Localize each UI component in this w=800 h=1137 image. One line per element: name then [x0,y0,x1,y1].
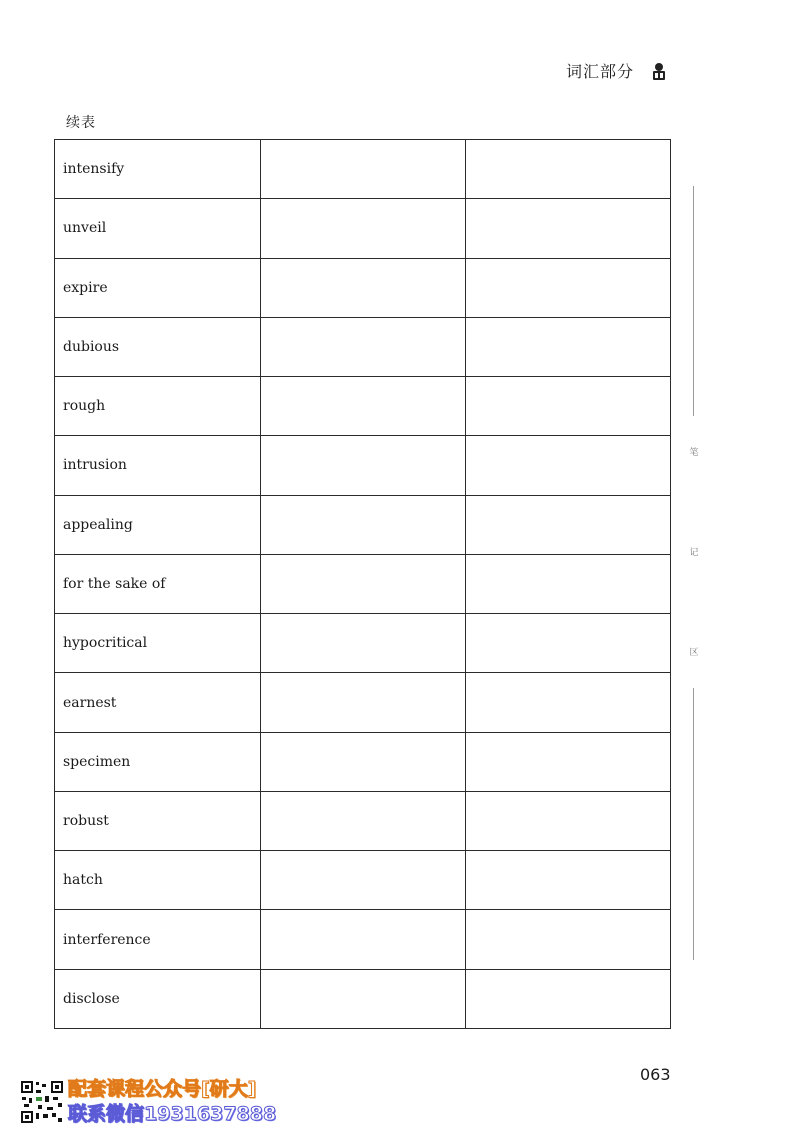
vocab-word-cell: dubious [55,317,261,376]
table-row [55,614,671,673]
vocab-word-cell: unveil [55,199,261,258]
answer-cell [466,910,671,969]
vocab-word-cell: hatch [55,851,261,910]
table-row [55,673,671,732]
table-row [55,495,671,554]
watermark-line-2: 联系微信1931637888 [68,1103,277,1125]
answer-cell [261,614,466,673]
answer-cell [466,673,671,732]
answer-cell [261,554,466,613]
margin-divider-bottom [693,688,694,960]
answer-cell [466,791,671,850]
table-row [55,317,671,376]
watermark [20,1078,320,1128]
margin-note-char: 记 [689,548,699,558]
answer-cell [466,317,671,376]
margin-divider-top [693,186,694,416]
vocabulary-table [54,139,671,1029]
vocabulary-table-body [55,140,671,1029]
answer-cell [261,969,466,1028]
answer-cell [261,436,466,495]
answer-cell [261,791,466,850]
answer-cell [261,673,466,732]
answer-cell [466,140,671,199]
answer-cell [466,377,671,436]
table-row [55,791,671,850]
table-row [55,377,671,436]
vocab-word-cell: intrusion [55,436,261,495]
vocab-word-cell: specimen [55,732,261,791]
section-title: 词汇部分 [566,62,635,81]
answer-cell [261,495,466,554]
margin-note-char: 区 [689,648,699,658]
continued-label: 续表 [66,115,96,131]
answer-cell [466,258,671,317]
table-row [55,140,671,199]
answer-cell [466,436,671,495]
page-number: 063 [640,1065,671,1084]
answer-cell [466,495,671,554]
vocab-word-cell: intensify [55,140,261,199]
answer-cell [261,258,466,317]
book-reader-icon [650,62,668,82]
table-row [55,732,671,791]
watermark-line-1: 配套课程公众号[研大] [68,1078,257,1100]
qr-code-icon [20,1080,64,1124]
table-row [55,258,671,317]
vocab-word-cell: hypocritical [55,614,261,673]
answer-cell [261,317,466,376]
vocab-word-cell: robust [55,791,261,850]
answer-cell [261,910,466,969]
vocab-word-cell: appealing [55,495,261,554]
table-row [55,199,671,258]
table-row [55,554,671,613]
answer-cell [466,554,671,613]
answer-cell [466,969,671,1028]
vocab-word-cell: expire [55,258,261,317]
answer-cell [466,614,671,673]
answer-cell [261,851,466,910]
answer-cell [261,140,466,199]
vocab-word-cell: rough [55,377,261,436]
table-row [55,969,671,1028]
vocab-word-cell: for the sake of [55,554,261,613]
answer-cell [466,851,671,910]
answer-cell [261,199,466,258]
margin-note-char: 笔 [689,448,699,458]
vocab-word-cell: disclose [55,969,261,1028]
answer-cell [261,377,466,436]
answer-cell [261,732,466,791]
vocab-word-cell: earnest [55,673,261,732]
vocab-word-cell: interference [55,910,261,969]
answer-cell [466,732,671,791]
table-row [55,851,671,910]
answer-cell [466,199,671,258]
table-row [55,436,671,495]
table-row [55,910,671,969]
